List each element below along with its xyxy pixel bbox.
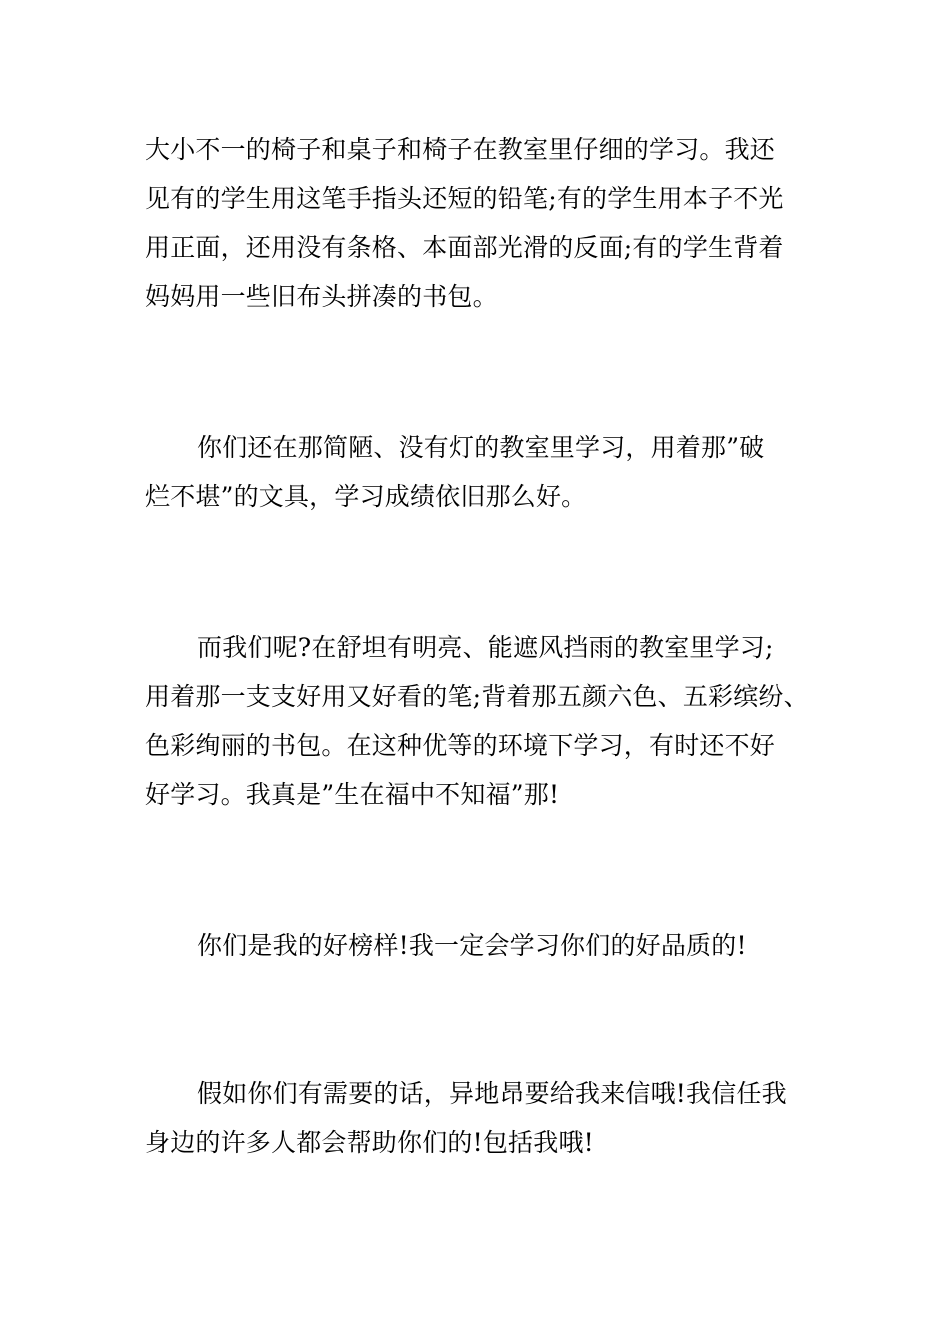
paragraph-1-line-3: 用正面，还用没有条格、本面部光滑的反面;有的学生背着	[145, 233, 784, 262]
paragraph-2-line-1: 你们还在那简陋、没有灯的教室里学习，用着那”破	[197, 433, 765, 462]
paragraph-3-line-4: 好学习。我真是”生在福中不知福”那!	[145, 780, 560, 809]
paragraph-5-line-1: 假如你们有需要的话，异地昂要给我来信哦!我信任我	[197, 1079, 787, 1108]
paragraph-3-line-3: 色彩绚丽的书包。在这种优等的环境下学习，有时还不好	[145, 731, 776, 760]
paragraph-1-line-4: 妈妈用一些旧布头拼凑的书包。	[145, 282, 498, 311]
paragraph-1-line-1: 大小不一的椅子和桌子和椅子在教室里仔细的学习。我还	[145, 135, 776, 164]
paragraph-2-line-2: 烂不堪”的文具，学习成绩依旧那么好。	[145, 482, 587, 511]
paragraph-5-line-2: 身边的许多人都会帮助你们的!包括我哦!	[145, 1128, 594, 1157]
paragraph-1-line-2: 见有的学生用这笔手指头还短的铅笔;有的学生用本子不光	[145, 184, 784, 213]
paragraph-3-line-2: 用着那一支支好用又好看的笔;背着那五颜六色、五彩缤纷、	[145, 682, 809, 711]
paragraph-3-line-1: 而我们呢?在舒坦有明亮、能遮风挡雨的教室里学习;	[197, 633, 774, 662]
paragraph-4-line-1: 你们是我的好榜样!我一定会学习你们的好品质的!	[197, 931, 747, 960]
